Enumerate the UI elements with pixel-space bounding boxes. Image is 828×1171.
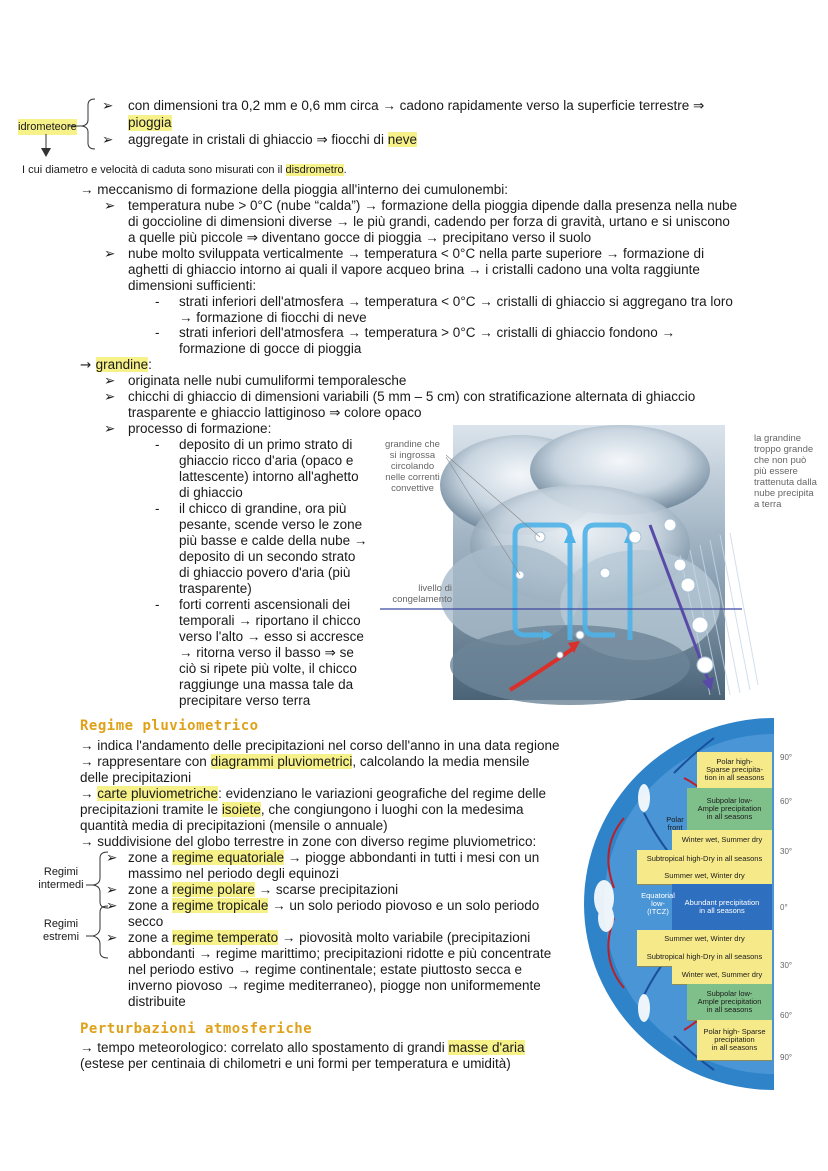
idro-neve: neve: [387, 132, 417, 147]
hail-label-left-3: nelle correnti: [385, 472, 440, 483]
hail-label-right: [754, 433, 826, 510]
regime-z4f: inverno piovoso → regime mediterraneo), piogge non uniformemente: [128, 978, 541, 993]
regime-l4-c: : evidenziano le variazioni geografiche del regime delle: [218, 786, 547, 801]
regime-l2: [80, 754, 529, 770]
hail-label-right-4: trattenuta dalla: [754, 477, 817, 488]
hail-label-left-1: si ingrossa: [389, 450, 436, 461]
side1-0: Regimi: [43, 866, 79, 878]
regime-z1d: massimo nel periodo degli equinozi: [128, 866, 339, 881]
pioggia-b1-1: di goccioline di dimensioni diverse → le più grandi, cadendo per forza di gravità, urtano e si uniscono: [128, 214, 730, 229]
pert-masse-aria: masse d'aria: [448, 1040, 525, 1055]
regime-l5-c: , che congiungono i luoghi con la medesima: [260, 802, 524, 817]
latitude-label: 90°: [780, 753, 793, 762]
pioggia-b1-0: temperatura nube > 0°C (nube “calda”) → formazione della pioggia dipende dalla presenza nella nube: [128, 198, 738, 213]
climate-band-text: Subpolar low-: [706, 796, 753, 805]
hail-label-right-3: più essere: [754, 466, 798, 477]
pf-0: Polar: [666, 815, 684, 824]
hail-label-right-5: nube precipita: [754, 488, 814, 499]
regime-z4d: abbondanti → regime marittimo; precipitazioni ridotte e più concentrate: [128, 946, 552, 961]
grandine-d3-6: precipitare verso terra: [179, 693, 311, 708]
bullet-icon: ➢: [106, 930, 118, 946]
regime-l6: quantità media di precipitazioni (mensile o annuale): [80, 818, 388, 833]
climate-band: [687, 984, 772, 1021]
itcz-label: [640, 892, 676, 916]
grandine-d3-5: raggiunge una massa tale da: [179, 677, 354, 692]
z2-b: regime polare: [172, 882, 255, 897]
regime-l4-a: →: [80, 786, 98, 801]
regime-l3: delle precipitazioni: [80, 770, 192, 785]
hail-label-left-2: circolando: [390, 461, 435, 472]
grandine-d3-1: temporali → riportano il chicco: [179, 613, 361, 628]
z1-a: zone a: [128, 850, 173, 865]
hail-label-freeze-1: congelamento: [392, 594, 452, 605]
perturbazioni-l2: (estese per centinaia di chilometri e uni formi per temperatura e umidità): [80, 1056, 511, 1071]
bullet-icon: ➢: [102, 98, 114, 114]
hail-label-right-1: troppo grande: [754, 444, 814, 455]
grandine-d3-2: verso l'alto → esso si accresce: [179, 629, 364, 644]
climate-band-text: Winter wet, Summer dry: [681, 970, 763, 979]
climate-band-text: Abundant precipitation: [684, 898, 760, 907]
grandine-b2-0: chicchi di ghiaccio di dimensioni variabili (5 mm – 5 cm) con stratificazione alternata di ghiaccio: [128, 389, 696, 404]
regime-isoiete: isoiete: [221, 802, 261, 817]
grandine-b2-1: trasparente e ghiaccio lattiginoso ⇒ colore opaco: [128, 405, 422, 420]
grandine-d2-3: deposito di un secondo strato: [179, 549, 356, 564]
climate-band-text: in all seasons: [711, 1043, 758, 1052]
side2-1: estremi: [42, 931, 80, 943]
bullet-icon: ➢: [104, 373, 116, 389]
dash: -: [155, 325, 160, 340]
grandine-head: → grandine:: [80, 357, 152, 373]
climate-band-text: in all seasons: [706, 812, 753, 821]
side1-1: intermedi: [38, 879, 84, 891]
latitude-scale: [776, 718, 806, 1090]
grandine-d2-0: il chicco di grandine, ora più: [179, 501, 347, 516]
z3-a: zone a: [128, 898, 173, 913]
grandine-d2-2: più basse e calde della nube →: [179, 533, 368, 548]
itcz-1: low-: [651, 899, 665, 908]
grandine-d1-2: lattescente) intorno all'aghetto: [179, 469, 359, 484]
hail-label-right-0: la grandine: [754, 433, 802, 444]
z4-a: zone a: [128, 930, 173, 945]
grandine-word: grandine: [95, 357, 149, 372]
climate-band-text: tion in all seasons: [704, 773, 765, 782]
climate-band: [637, 867, 772, 885]
regimi-estremi: [36, 918, 86, 944]
side2-0: Regimi: [43, 918, 79, 930]
note-text: I cui diametro e velocità di caduta sono misurati con il: [22, 164, 286, 176]
climate-band: [672, 966, 772, 985]
climate-band: [637, 850, 772, 868]
bullet-icon: ➢: [106, 882, 118, 898]
climate-band-text: in all seasons: [699, 906, 745, 915]
climate-band-text: Ample precipitation: [697, 804, 762, 813]
itcz-0: Equatorial: [641, 891, 675, 900]
latitude-label: 60°: [780, 1011, 793, 1020]
dash: -: [155, 294, 160, 309]
climate-band-text: Summer wet, Winter dry: [664, 934, 745, 943]
pioggia-d2-0: strati inferiori dell'atmosfera → temperatura > 0°C → cristalli di ghiaccio fondono →: [179, 325, 676, 340]
z4-c: → piovosità molto variabile (precipitazioni: [278, 930, 531, 945]
dash: -: [155, 597, 160, 612]
climate-band: [672, 830, 772, 851]
disdrometro-note: [22, 162, 347, 178]
itcz-2: (ITCZ): [647, 907, 669, 916]
regime-carte: carte pluviometriche: [97, 786, 219, 801]
pioggia-b2-0: nube molto sviluppata verticalmente → temperatura < 0°C nella parte superiore → formazione di: [128, 246, 705, 261]
climate-band: [672, 884, 772, 931]
z1-b: regime equatoriale: [172, 850, 285, 865]
perturbazioni-l1: [80, 1040, 525, 1056]
latitude-label: 60°: [780, 797, 793, 806]
pioggia-b1-2: a quelle più piccole ⇒ diventano gocce di pioggia → precipitano verso il suolo: [128, 230, 592, 245]
regime-title: Regime pluviometrico: [80, 718, 259, 734]
climate-band-text: Winter wet, Summer dry: [681, 835, 763, 844]
regime-diagrammi: diagrammi pluviometrici: [210, 754, 353, 769]
bullet-icon: ➢: [102, 132, 114, 148]
climate-band: [697, 752, 772, 789]
pioggia-intro: → meccanismo di formazione della pioggia all'interno dei cumulonembi:: [80, 182, 509, 197]
hail-label-left-4: convettive: [391, 483, 434, 494]
climate-band-text: Subpolar low-: [706, 989, 753, 998]
hail-label-left-0: grandine che: [385, 439, 440, 450]
grandine-d3-4: ciò si ripete più volte, il chicco: [179, 661, 357, 676]
climate-band-text: Subtropical high-Dry in all seasons: [646, 853, 763, 863]
idro-line1: con dimensioni tra 0,2 mm e 0,6 mm circa → cadono rapidamente verso la superficie terrestre ⇒: [128, 98, 705, 113]
idrometeore-label: idrometeore: [18, 121, 77, 133]
regime-z4g: distribuite: [128, 994, 186, 1009]
climate-band: [637, 930, 772, 949]
grandine-d3-0: forti correnti ascensionali dei: [179, 597, 351, 612]
pf-1: front: [667, 823, 683, 832]
bullet-icon: ➢: [106, 850, 118, 866]
idro-pioggia: pioggia: [128, 115, 172, 130]
polar-front-label: [665, 816, 685, 832]
pioggia-b2-1: aghetti di ghiaccio intorno ai quali il vapore acqueo brina → i cristalli cadono una volta raggiunte: [128, 262, 700, 277]
z4-b: regime temperato: [172, 930, 279, 945]
regimi-intermedi: [36, 866, 86, 892]
regime-l5-a: precipitazioni tramite le: [80, 802, 222, 817]
regime-l7: → suddivisione del globo terrestre in zone con diverso regime pluviometrico:: [80, 834, 537, 849]
hail-label-freeze-0: livello di: [418, 583, 452, 594]
z3-c: → un solo periodo piovoso e un solo periodo: [268, 898, 540, 913]
regime-z1: [128, 850, 539, 866]
perturbazioni-title: Perturbazioni atmosferiche: [80, 1021, 313, 1037]
idro-line2-text: aggregate in cristali di ghiaccio ⇒ fiocchi di: [128, 132, 388, 147]
bullet-icon: ➢: [104, 198, 116, 214]
bullet-icon: ➢: [104, 421, 116, 437]
pioggia-d2-1: formazione di gocce di pioggia: [179, 341, 362, 356]
regime-z4: [128, 930, 530, 946]
regime-z2: [128, 882, 398, 898]
climate-band-text: in all seasons: [706, 1005, 753, 1014]
bullet-icon: ➢: [106, 898, 118, 914]
climate-band-text: precipitation: [714, 1035, 755, 1044]
regime-z3d: secco: [128, 914, 164, 929]
grandine-d2-5: trasparente): [179, 581, 252, 596]
climate-band-text: Polar high-: [716, 757, 753, 766]
latitude-label: 0°: [780, 903, 788, 912]
grandine-d1-3: di ghiaccio: [179, 485, 243, 500]
pioggia-d1-1: → formazione di fiocchi di neve: [179, 310, 367, 325]
pert-l1-a: → tempo meteorologico: correlato allo spostamento di grandi: [80, 1040, 449, 1055]
latitude-label: 90°: [780, 1053, 793, 1062]
dash: -: [155, 437, 160, 452]
pioggia-d1-0: strati inferiori dell'atmosfera → temperatura < 0°C → cristalli di ghiaccio si aggregano tra loro: [179, 294, 733, 309]
hail-label-right-6: a terra: [754, 499, 782, 510]
climate-band-text: Subtropical high-Dry in all seasons: [646, 952, 763, 961]
z2-c: → scarse precipitazioni: [254, 882, 399, 897]
grandine-b3: processo di formazione:: [128, 421, 272, 436]
latitude-label: 30°: [780, 847, 793, 856]
climate-band-text: Polar high- Sparse: [703, 1027, 766, 1036]
dash: -: [155, 501, 160, 516]
grandine-d1-0: deposito di un primo strato di: [179, 437, 353, 452]
z1-c: → piogge abbondanti in tutti i mesi con un: [284, 850, 540, 865]
idro-line2: [128, 132, 417, 148]
grandine-d2-1: pesante, scende verso le zone: [179, 517, 363, 532]
grandine-d2-4: di ghiaccio povero d'aria (più: [179, 565, 351, 580]
pioggia-b2-2: dimensioni sufficienti:: [128, 278, 257, 293]
hail-label-freeze: [392, 583, 452, 605]
grandine-b1: originata nelle nubi cumuliformi temporalesche: [128, 373, 407, 388]
regime-l2-c: , calcolando la media mensile: [352, 754, 530, 769]
climate-band-text: Summer wet, Winter dry: [664, 870, 745, 880]
regime-l5: [80, 802, 524, 818]
climate-band: [697, 1020, 772, 1061]
regime-l2-a: → rappresentare con: [80, 754, 211, 769]
bullet-icon: ➢: [104, 246, 116, 262]
climate-band: [637, 948, 772, 967]
bullet-icon: ➢: [104, 389, 116, 405]
grandine-d3-3: → ritorna verso il basso ⇒ se: [179, 645, 354, 660]
hail-label-right-2: che non può: [754, 455, 807, 466]
note-disdrometro: disdrometro: [285, 164, 344, 176]
grandine-d1-1: ghiaccio ricco d'aria (opaco e: [179, 453, 354, 468]
regime-z3: [128, 898, 539, 914]
note-end: .: [343, 164, 347, 176]
z2-a: zone a: [128, 882, 173, 897]
regime-l4: [80, 786, 546, 802]
climate-band-text: Ample precipitation: [697, 997, 762, 1006]
hail-label-left: [380, 439, 445, 494]
z3-b: regime tropicale: [172, 898, 269, 913]
climate-band: [687, 788, 772, 831]
climate-band-text: Sparse precipita-: [706, 765, 763, 774]
regime-z4e: nel periodo estivo → regime continentale; estate piuttosto secca e: [128, 962, 522, 977]
regime-l1: → indica l'andamento delle precipitazioni nel corso dell'anno in una data regione: [80, 738, 560, 753]
latitude-label: 30°: [780, 961, 793, 970]
